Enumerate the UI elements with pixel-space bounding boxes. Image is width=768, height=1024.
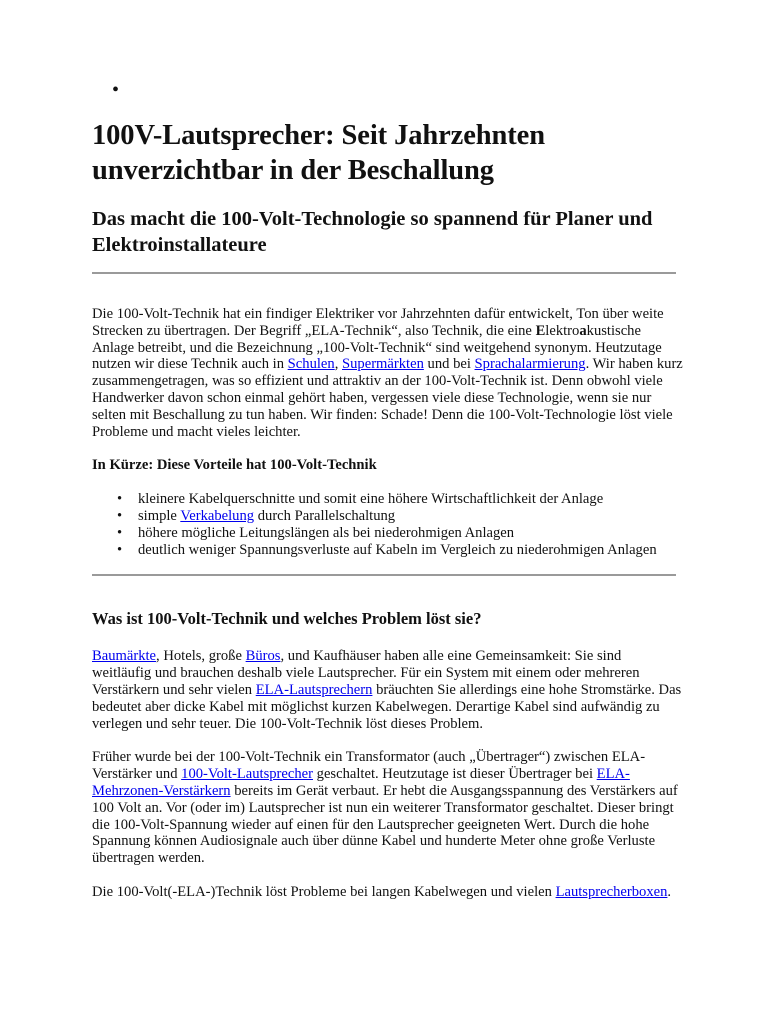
intro-text: Die 100-Volt-Technik hat ein findiger Elektriker vor Jahrzehnten dafür entwickelt, Ton über weite Strecken zu übertragen. Der Begriff „ELA-Technik“, also Technik, die eine	[92, 306, 664, 339]
intro-bold-a: a	[579, 322, 587, 339]
link-schulen[interactable]: Schulen	[287, 356, 335, 373]
paragraph-text: , Hotels, große	[156, 648, 246, 665]
intro-text: kustische Anlage betreibt, und die Bezeichnung „100-Volt-Technik“ sind weitgehend synonym. Heutzutage nutzen wir diese Technik auch in	[92, 322, 662, 373]
intro-text: und bei	[423, 356, 475, 373]
paragraph-text: Früher wurde bei der 100-Volt-Technik ein Transformator (auch „Übertrager“) zwischen ELA-Verstärker und	[92, 749, 646, 783]
paragraph-text: bräuchten Sie allerdings eine hohe Stromstärke. Das bedeutet aber dicke Kabel mit möglichst kurzen Kabelwegen. Derartige Kabel sind aufwändig zu verlegen und sehr teuer. Die 100-Volt-Technik löst dieses Problem.	[92, 681, 682, 732]
list-item: • höhere mögliche Leitungslängen als bei niederohmigen Anlagen	[138, 525, 684, 542]
section-paragraph	[92, 749, 684, 867]
summary-heading: In Kürze: Diese Vorteile hat 100-Volt-Technik	[92, 457, 377, 474]
advantages-list	[92, 491, 684, 558]
intro-text: . Wir haben kurz zusammengetragen, was so effizient und attraktiv an der 100-Volt-Technik ist. Denn obwohl viele Handwerker davon schon einmal gehört haben, vergessen viele diese Technologie, wenn sie nur selten mit Beschallung zu tun haben. Wir finden: Schade! Denn die 100-Volt-Technologie löst viele Probleme und macht vieles leichter.	[92, 356, 683, 440]
paragraph-text: .	[667, 883, 672, 900]
paragraph-text: Die 100-Volt(-ELA-)Technik löst Probleme bei langen Kabelwegen und vielen	[92, 883, 556, 900]
section-paragraph	[92, 648, 684, 732]
intro-text: lektro	[545, 322, 580, 339]
page-subtitle: Das macht die 100-Volt-Technologie so spannend für Planer und Elektroinstallateure	[92, 208, 653, 256]
section-heading: Was ist 100-Volt-Technik und welches Problem löst sie?	[92, 609, 482, 629]
divider	[92, 272, 676, 274]
link-100-volt-lautsprecher[interactable]: 100-Volt-Lautsprecher	[181, 766, 313, 783]
list-item: • kleinere Kabelquerschnitte und somit eine höhere Wirtschaftlichkeit der Anlage	[138, 491, 684, 508]
link-ela-lautsprechern[interactable]: ELA-Lautsprechern	[255, 681, 373, 698]
link-baumaerkte[interactable]: Baumärkte	[92, 648, 157, 665]
list-item	[138, 508, 684, 525]
section-paragraph	[92, 884, 684, 901]
link-ela-mehrzonen-verstaerkern[interactable]: ELA-Mehrzonen-Verstärkern	[92, 766, 630, 799]
list-item-text: simple	[138, 507, 181, 524]
paragraph-text: geschaltet. Heutzutage ist dieser Übertrager bei	[313, 766, 597, 783]
intro-bold-e: E	[535, 322, 546, 339]
link-bueros[interactable]: Büros	[245, 648, 281, 665]
page-title: 100V-Lautsprecher: Seit Jahrzehnten unverzichtbar in der Beschallung	[92, 120, 545, 186]
intro-text: ,	[334, 356, 342, 373]
link-supermaerkte[interactable]: Supermärkten	[342, 356, 424, 373]
list-item: • deutlich weniger Spannungsverluste auf Kabeln im Vergleich zu niederohmigen Anlagen	[138, 542, 684, 559]
list-bullet: •	[112, 79, 120, 101]
link-sprachalarmierung[interactable]: Sprachalarmierung	[474, 356, 586, 373]
paragraph-text: bereits im Gerät verbaut. Er hebt die Ausgangsspannung des Verstärkers auf 100 Volt an. Vor (oder im) Lautsprecher ist nun ein weiterer Transformator geschaltet. Dieser bringt die 100-Volt-Spannung wieder auf einen für den Lautsprecher geeigneten Wert. Durch die hohe Spannung können Audiosignale auch über dünne Kabel und hunderte Meter ohne große Verluste übertragen werden.	[92, 782, 678, 867]
link-verkabelung[interactable]: Verkabelung	[180, 507, 255, 524]
intro-paragraph	[92, 306, 684, 440]
article-content	[92, 118, 684, 901]
paragraph-text: , und Kaufhäuser haben alle eine Gemeinsamkeit: Sie sind weitläufig und brauchen deshalb viele Lautsprecher. Für ein System mit einem oder mehreren Verstärkern und sehr vielen	[92, 648, 640, 698]
divider	[92, 574, 676, 576]
list-item-text: durch Parallelschaltung	[254, 507, 396, 524]
link-lautsprecherboxen[interactable]: Lautsprecherboxen	[555, 883, 668, 900]
